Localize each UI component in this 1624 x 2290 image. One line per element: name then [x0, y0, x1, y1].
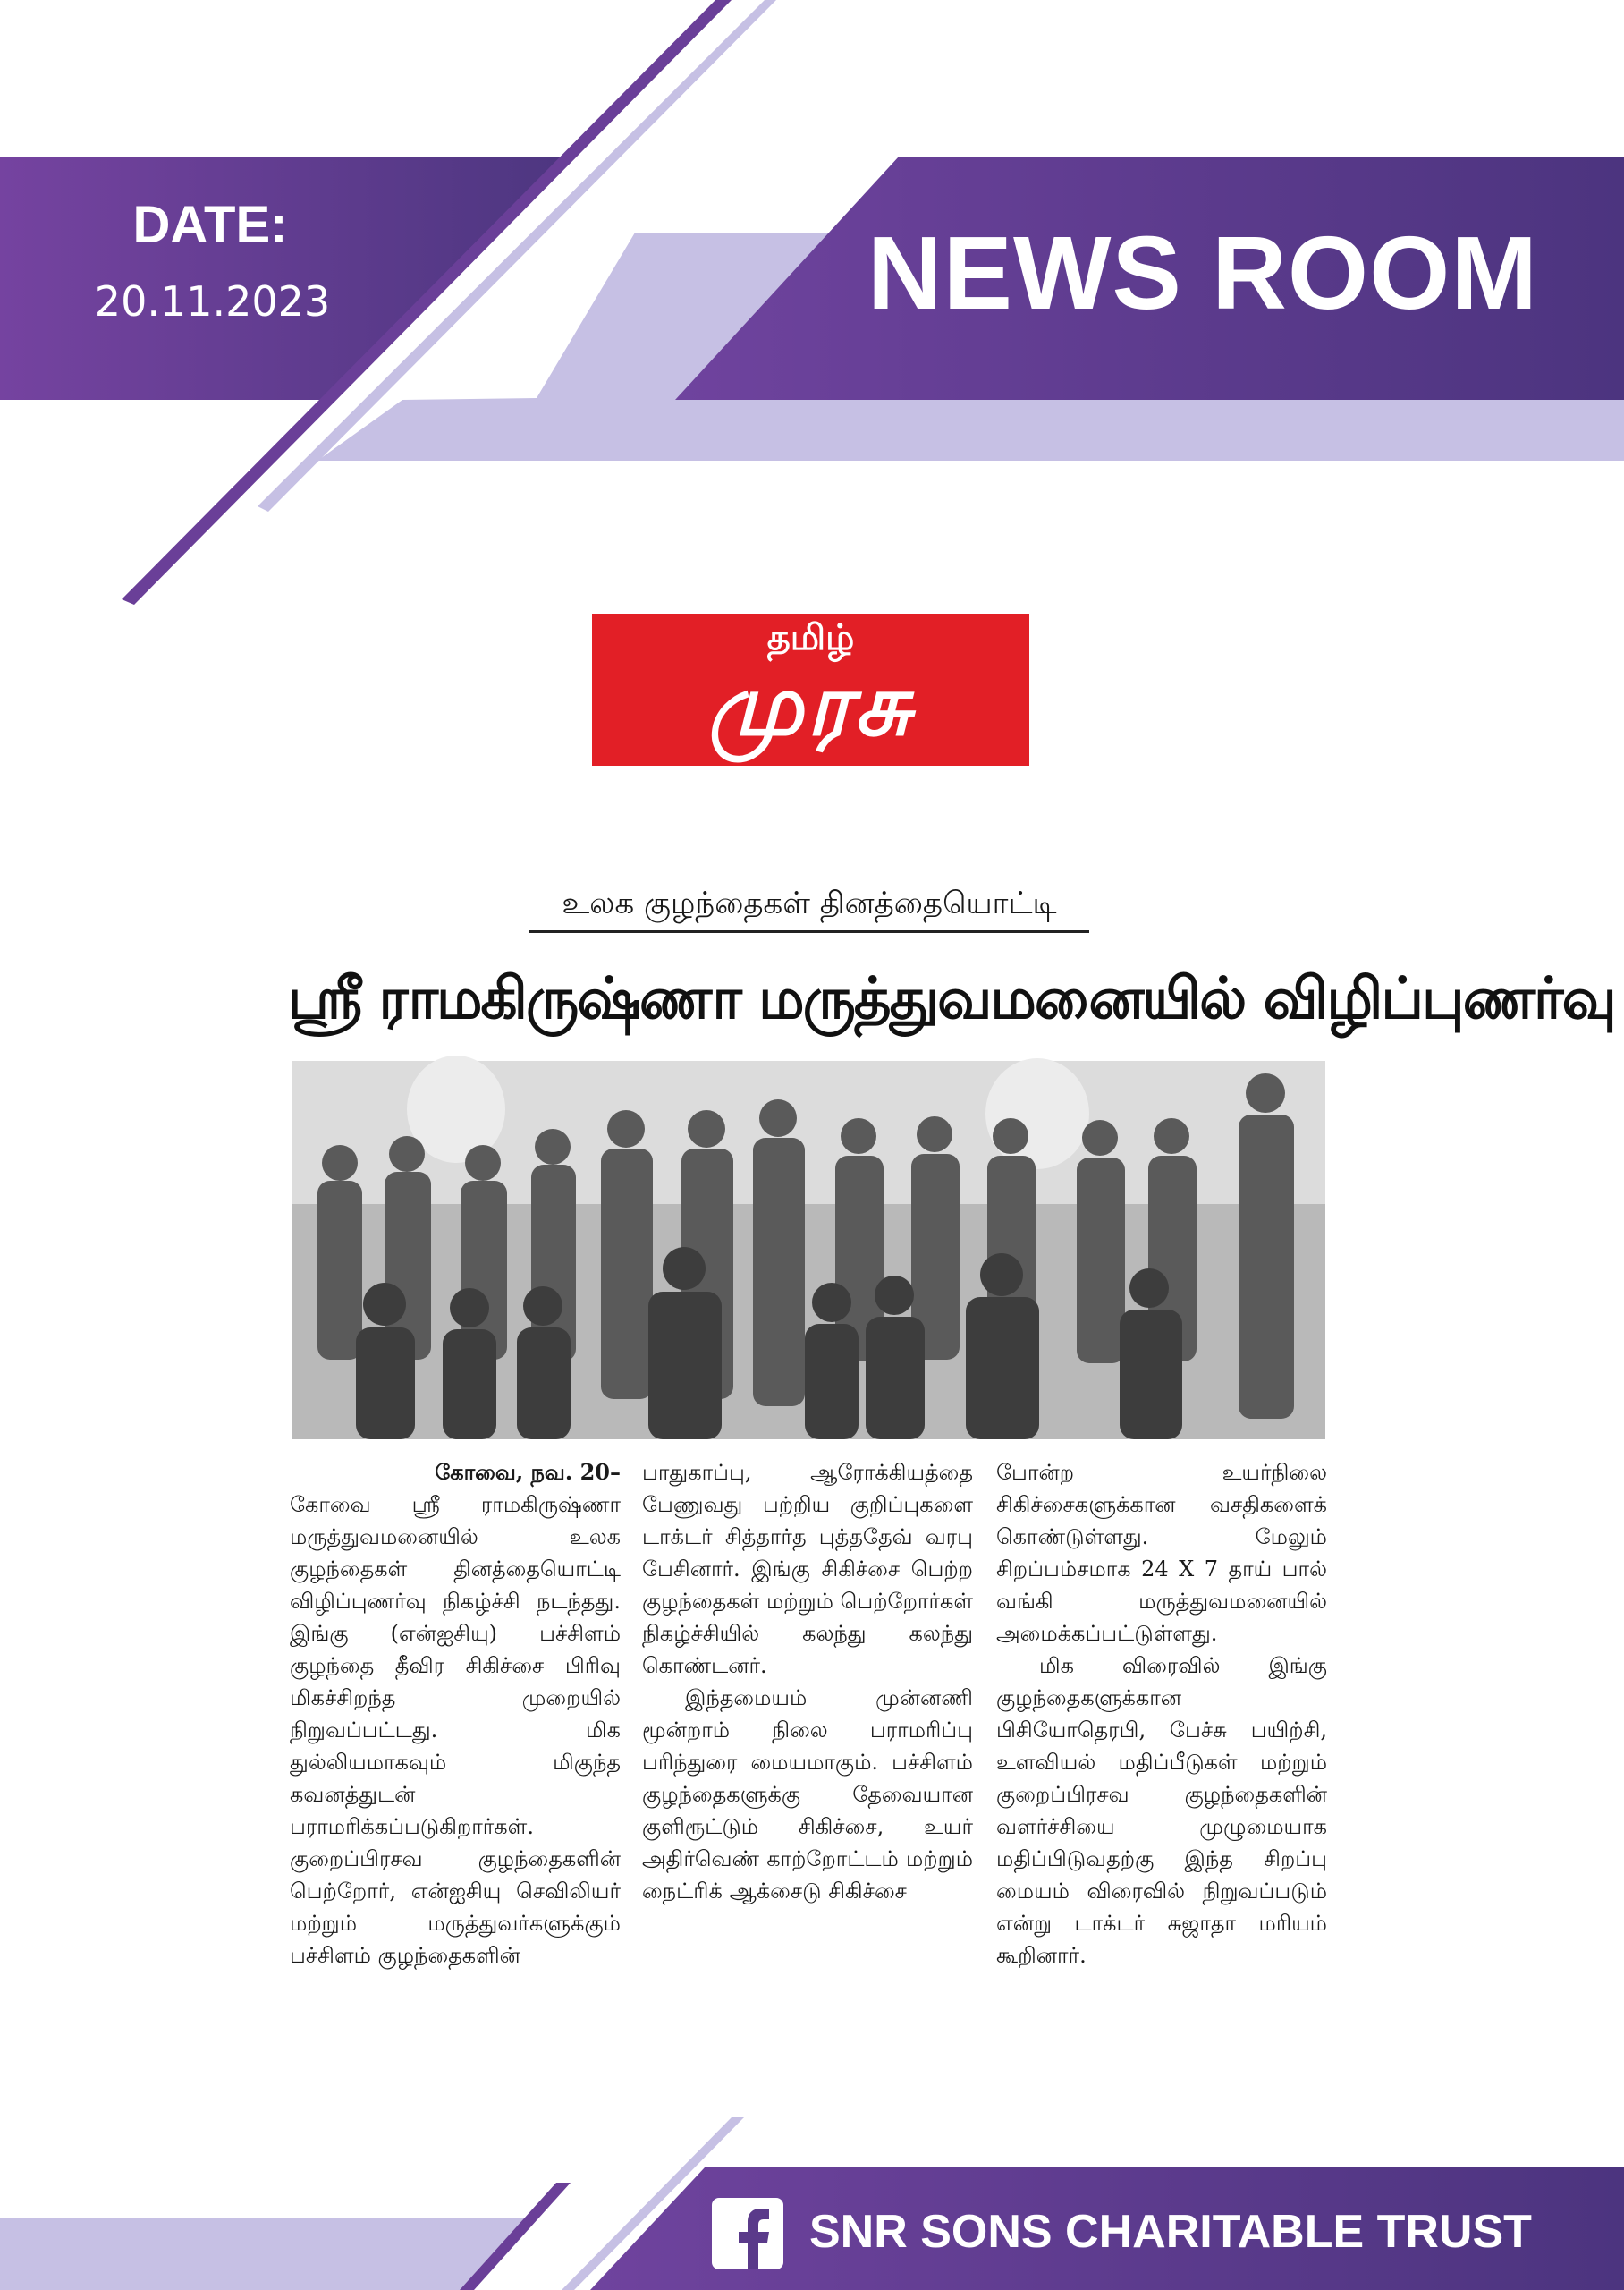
column-2-text-b: இந்தமையம் முன்னணி மூன்றாம் நிலை பராமரிப்பு பரிந்துரை மையமாகும். பச்சிளம் குழந்தைகளுக்கு தேவையான குளிரூட்டும் சிகிச்சை, உயர் அதிர்வெண் காற்றோட்டம் மற்றும் நைட்ரிக் ஆக்சைடு சிகிச்சை [642, 1685, 973, 1904]
kicker-underline [529, 930, 1089, 933]
column-3-text-a: போன்ற உயர்நிலை சிகிச்சைகளுக்கான வசதிகளைக் கொண்டுள்ளது. மேலும் சிறப்பம்சமாக 24 X 7 தாய் பால் வங்கி மருத்துவமனையில் அமைக்கப்பட்டுள்ளது. [996, 1460, 1327, 1646]
article-column-3 [996, 1456, 1327, 1993]
article-kicker: உலக குழந்தைகள் தினத்தையொட்டி [562, 886, 1057, 921]
facebook-icon [712, 2198, 783, 2269]
article-column-1 [290, 1456, 621, 1993]
article-dateline: கோவை, நவ. 20– [435, 1459, 621, 1485]
news-photo [292, 1056, 1325, 1439]
date-label: DATE: [132, 196, 288, 254]
column-3-text-b: மிக விரைவில் இங்கு குழந்தைகளுக்கான பிசியோதெரபி, பேச்சு பயிற்சி, உளவியல் மதிப்பீடுகள் மற்றும் குறைப்பிரசவ குழந்தைகளின் வளர்ச்சியை முழுமையாக மதிப்பிடுவதற்கு இந்த சிறப்பு மையம் விரைவில் நிறுவப்படும் என்று டாக்டர் சுஜாதா மரியம் கூறினார். [996, 1653, 1327, 1968]
page-title: NEWS ROOM [867, 215, 1538, 331]
date-value: 20.11.2023 [94, 277, 331, 326]
article-column-2 [642, 1456, 973, 1993]
column-1-text: கோவை ஸ்ரீ ராமகிருஷ்ணா மருத்துவமனையில் உலக குழந்தைகள் தினத்தையொட்டி விழிப்புணர்வு நிகழ்ச்சி நடந்தது. இங்கு (என்ஐசியு) பச்சிளம் குழந்தை தீவிர சிகிச்சை பிரிவு மிகச்சிறந்த முறையில் நிறுவப்பட்டது. மிக துல்லியமாகவும் மிகுந்த கவனத்துடன் பராமரிக்கப்படுகிறார்கள். குறைப்பிரசவ குழந்தைகளின் பெற்றோர், என்ஐசியு செவிலியர் மற்றும் மருத்துவர்களுக்கும் பச்சிளம் குழந்தைகளின் [290, 1492, 621, 1968]
article-headline: ஸ்ரீ ராமகிருஷ்ணா மருத்துவமனையில் விழிப்புணர்வு [288, 966, 1615, 1032]
column-2-text-a: பாதுகாப்பு, ஆரோக்கியத்தை பேணுவது பற்றிய குறிப்புகளை டாக்டர் சித்தார்த புத்ததேவ் வரபு பேசினார். இங்கு சிகிச்சை பெற்ற குழந்தைகள் மற்றும் பெற்றோர்கள் நிகழ்ச்சியில் கலந்து கலந்து கொண்டனர். [642, 1460, 973, 1678]
logo-main-text: முரசு [707, 655, 914, 755]
logo-small-text: தமிழ் [766, 617, 855, 658]
newspaper-logo [592, 614, 1029, 766]
footer-lavender [0, 2218, 526, 2290]
footer-org-name: SNR SONS CHARITABLE TRUST [809, 2206, 1532, 2258]
